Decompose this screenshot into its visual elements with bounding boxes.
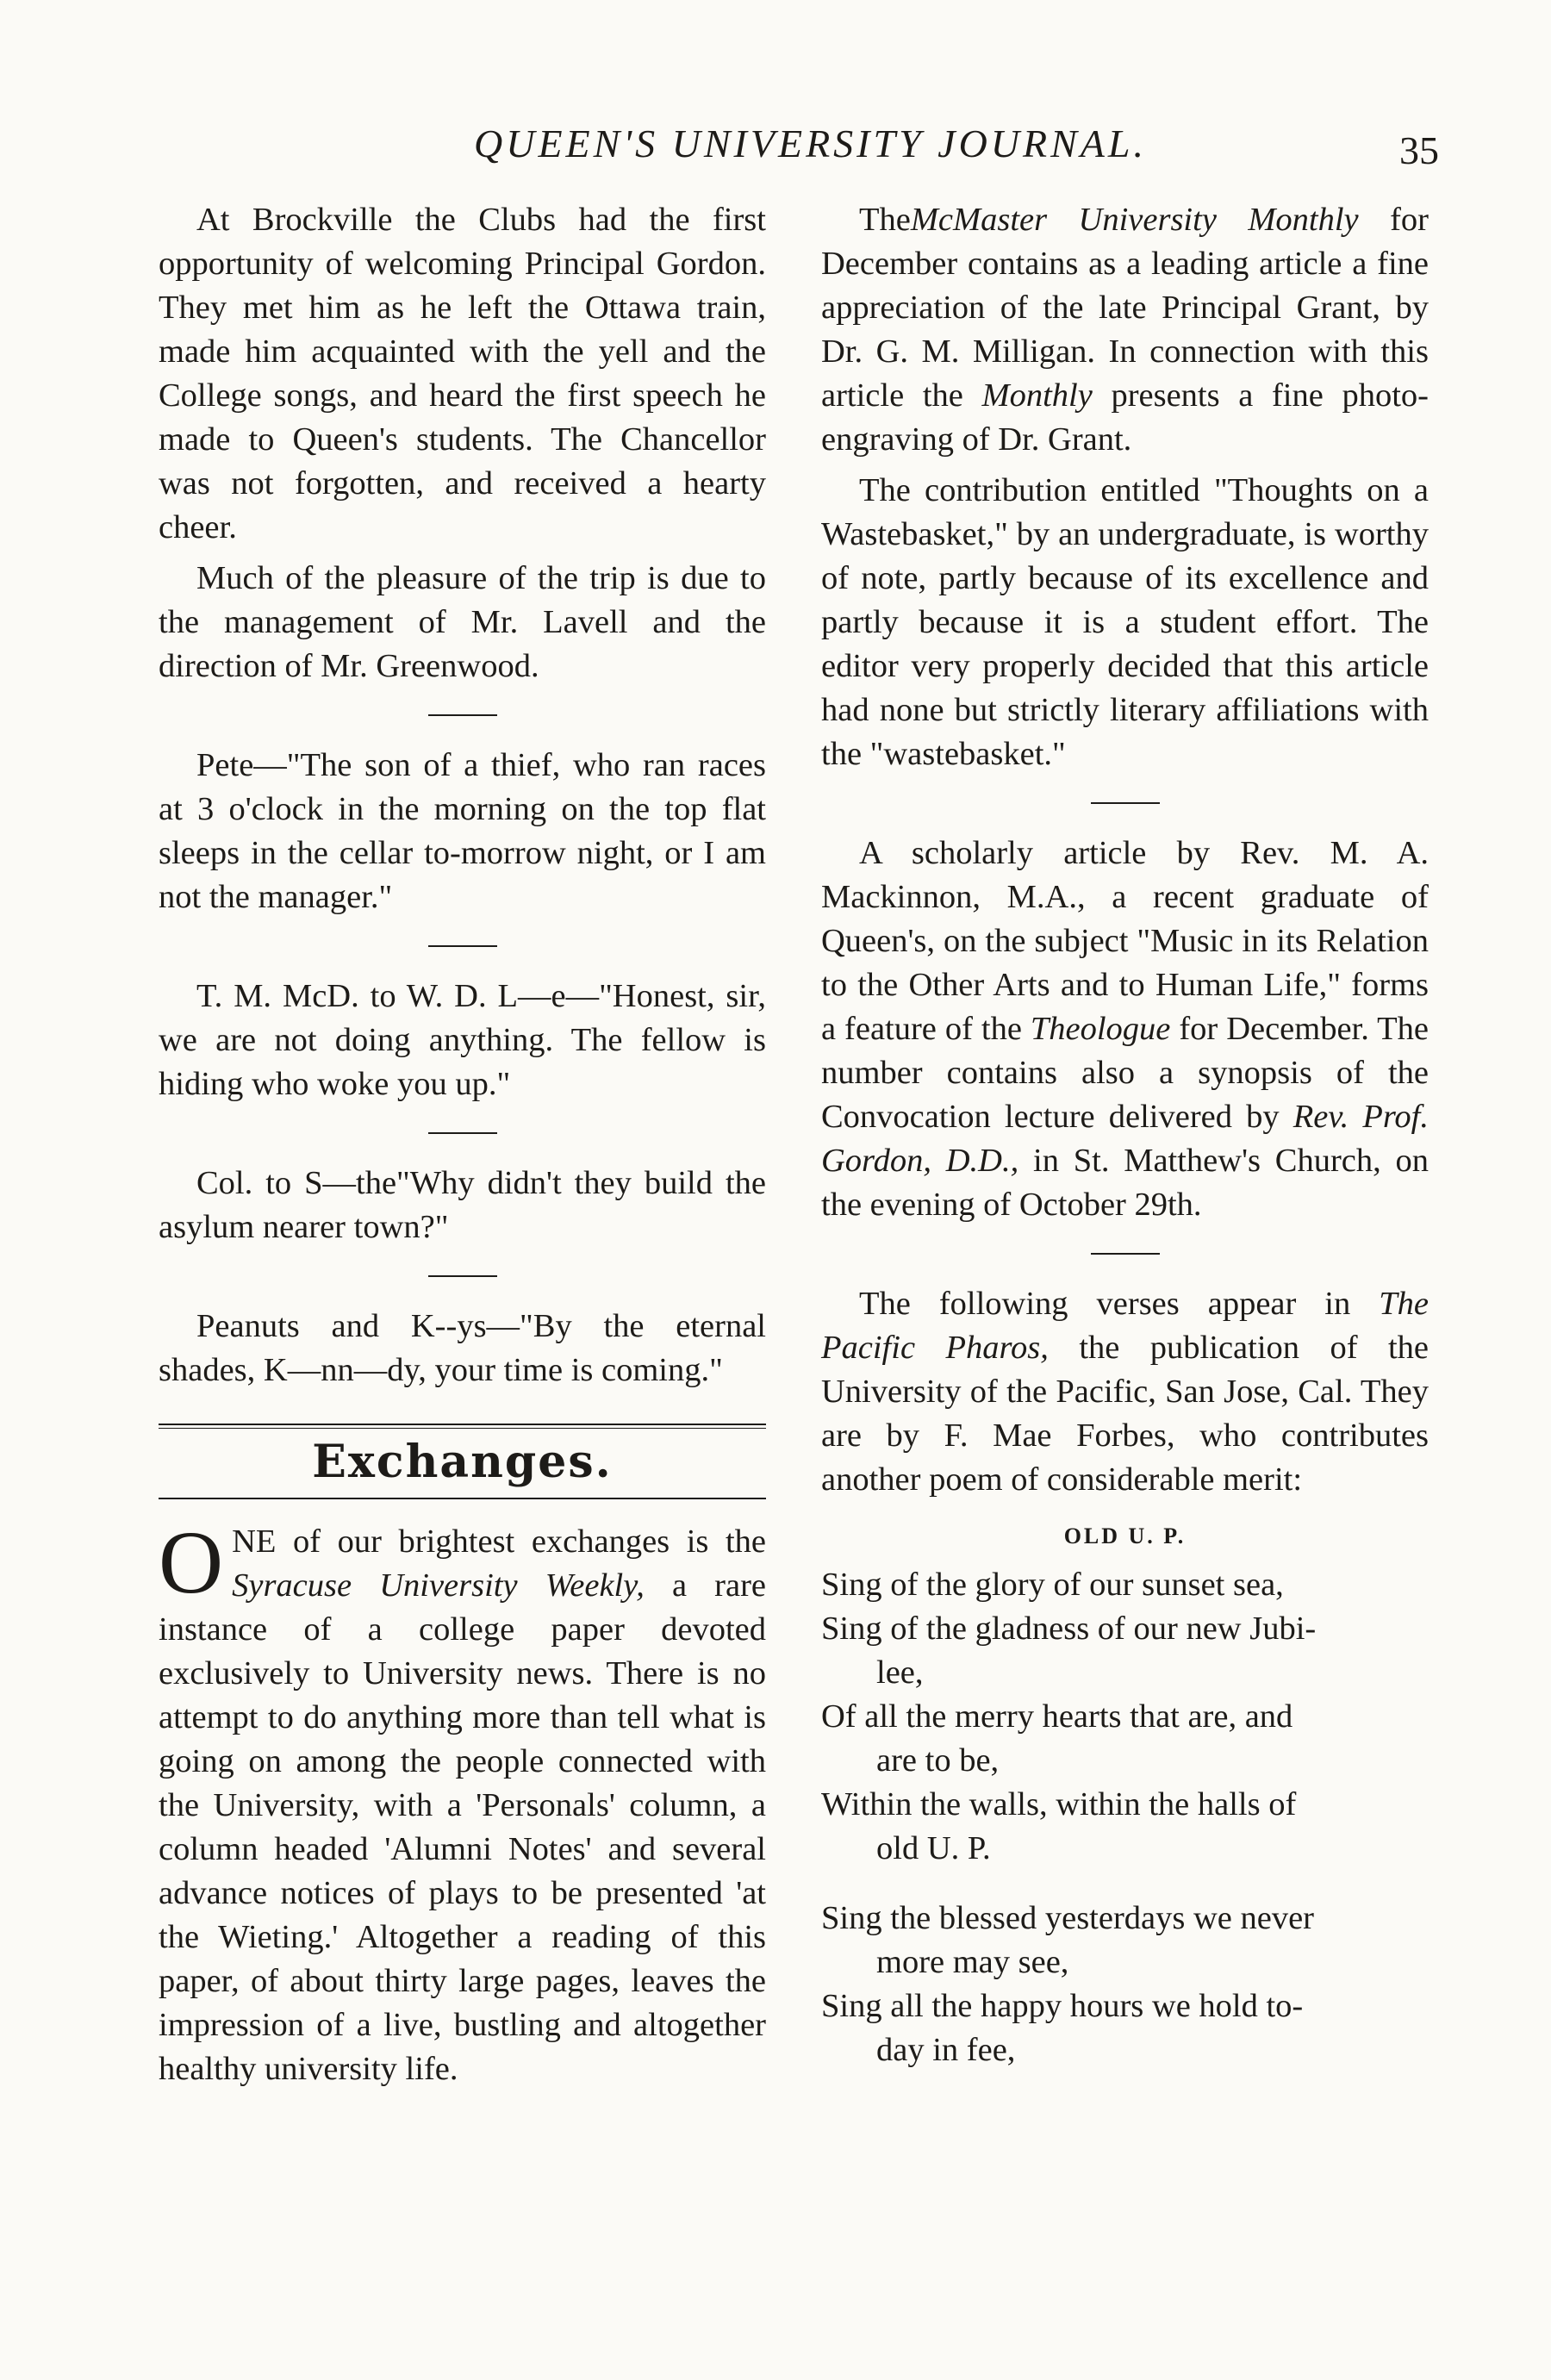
mcmaster-text-b: for December contains as a leading article a fine appreciation of the late Principal Grant, by Dr. G. M. Milligan. In connection with this article the bbox=[821, 202, 1429, 414]
scholarly-text-a: A scholarly article by Rev. M. A. Mackinnon, M.A., a recent graduate of Queen's, on the subject "Music in its Relation to the Other Arts and to Human Life," forms a feature of the bbox=[821, 835, 1429, 1047]
mcmaster-text-c: presents a fine photo-engraving of Dr. Grant. bbox=[821, 377, 1429, 458]
poem-line: Within the walls, within the halls of bbox=[821, 1786, 1297, 1822]
divider-rule bbox=[428, 714, 497, 716]
monthly-title: Monthly bbox=[981, 377, 1093, 414]
brockville-paragraph: At Brockville the Clubs had the first opportunity of welcoming Principal Gordon. They met him as he left the Ottawa train, made him acquainted with the yell and the College songs, and heard the first speech he made to Queen's students. The Chancellor was not forgotten, and received a hearty cheer. bbox=[159, 202, 766, 545]
section-top-rule bbox=[159, 1424, 766, 1429]
pete-quote: Pete—"The son of a thief, who ran races at 3 o'clock in the morning on the top flat sleeps in the cellar to-morrow night, or I am not the manager." bbox=[159, 747, 766, 915]
scholarly-paragraph bbox=[821, 832, 1429, 1227]
scholarly-text-b: for December. The number contains also a synopsis of the Convocation lecture delivered by bbox=[821, 1011, 1429, 1135]
exchanges-paragraph bbox=[159, 1513, 766, 2091]
mcmaster-title: McMaster University Monthly bbox=[910, 202, 1359, 238]
scholarly-text-c: in St. Matthew's Church, on the evening of October 29th. bbox=[821, 1143, 1429, 1223]
poem-line: are to be, bbox=[876, 1742, 1000, 1779]
peanuts-quote: Peanuts and K--ys—"By the eternal shades, K—nn—dy, your time is coming." bbox=[159, 1308, 766, 1388]
poem-line: old U. P. bbox=[876, 1830, 991, 1866]
thoughts-paragraph: The contribution entitled "Thoughts on a Wastebasket," by an undergraduate, is worthy of note, partly because of its excellence and partly because it is a student effort. The editor very properly decided that this article had none but strictly literary affiliations with the "wastebasket." bbox=[821, 472, 1429, 772]
poem-line: Sing of the glory of our sunset sea, bbox=[821, 1567, 1284, 1603]
poem-line: Of all the merry hearts that are, and bbox=[821, 1698, 1293, 1735]
verses-text-a: The following verses appear in bbox=[859, 1286, 1380, 1322]
theologue-title: Theologue bbox=[1030, 1011, 1171, 1047]
right-column bbox=[821, 198, 1429, 2072]
verses-text-b: the publication of the University of the Pacific, San Jose, Cal. They are by F. Mae Forbes, who contributes another poem of considerable merit: bbox=[821, 1330, 1429, 1498]
col-quote: Col. to S—the"Why didn't they build the asylum nearer town?" bbox=[159, 1165, 766, 1245]
poem-line: day in fee, bbox=[876, 2032, 1016, 2068]
divider-rule bbox=[428, 945, 497, 947]
divider-rule bbox=[428, 1132, 497, 1134]
poem-title: OLD U. P. bbox=[1063, 1523, 1187, 1548]
divider-rule bbox=[1091, 1253, 1160, 1255]
page-header bbox=[155, 121, 1448, 172]
pharos-title: The Pacific Pharos, bbox=[821, 1286, 1429, 1366]
mcmaster-text-a: The bbox=[859, 202, 911, 238]
poem-line: Sing the blessed yesterdays we never bbox=[821, 1900, 1314, 1936]
section-bottom-rule bbox=[159, 1498, 766, 1499]
poem-line: Sing of the gladness of our new Jubi- bbox=[821, 1611, 1317, 1647]
brockville-management-paragraph: Much of the pleasure of the trip is due to the management of Mr. Lavell and the direction of Mr. Greenwood. bbox=[159, 560, 766, 684]
mcmaster-paragraph bbox=[821, 198, 1429, 462]
stanza-break bbox=[821, 1871, 1429, 1897]
verses-intro-paragraph bbox=[821, 1282, 1429, 1502]
page-number: 35 bbox=[1399, 128, 1439, 172]
drop-cap: O bbox=[159, 1513, 224, 1612]
divider-rule bbox=[1091, 802, 1160, 804]
exchanges-text-a: of our brightest exchanges is the bbox=[276, 1523, 766, 1560]
section-heading-exchanges: Exchanges. bbox=[312, 1436, 613, 1488]
left-column bbox=[159, 198, 766, 2091]
poem-line: lee, bbox=[876, 1654, 924, 1691]
divider-rule bbox=[428, 1275, 497, 1277]
exchanges-text-b: a rare instance of a college paper devoted exclusively to University news. There is no attempt to do anything more than tell what is going on among the people connected with the University, with a 'Personals' column, a column headed 'Alumni Notes' and several advance notices of plays to be presented 'at the Wieting.' Altogether a reading of this paper, of about thirty large pages, leaves the impression of a live, bustling and altogether healthy university life. bbox=[159, 1567, 766, 2087]
running-head: QUEEN'S UNIVERSITY JOURNAL. bbox=[474, 121, 1147, 165]
lecturer-name: Rev. Prof. Gordon, D.D., bbox=[821, 1099, 1429, 1179]
poem-line: Sing all the happy hours we hold to- bbox=[821, 1988, 1304, 2024]
syracuse-title: Syracuse University Weekly, bbox=[232, 1567, 645, 1604]
exchanges-smallcaps: NE bbox=[232, 1523, 277, 1560]
poem-line: more may see, bbox=[876, 1944, 1069, 1980]
poem bbox=[821, 1563, 1429, 2072]
tmmcd-quote: T. M. McD. to W. D. L—e—"Honest, sir, we are not doing anything. The fellow is hiding who woke you up." bbox=[159, 978, 766, 1102]
